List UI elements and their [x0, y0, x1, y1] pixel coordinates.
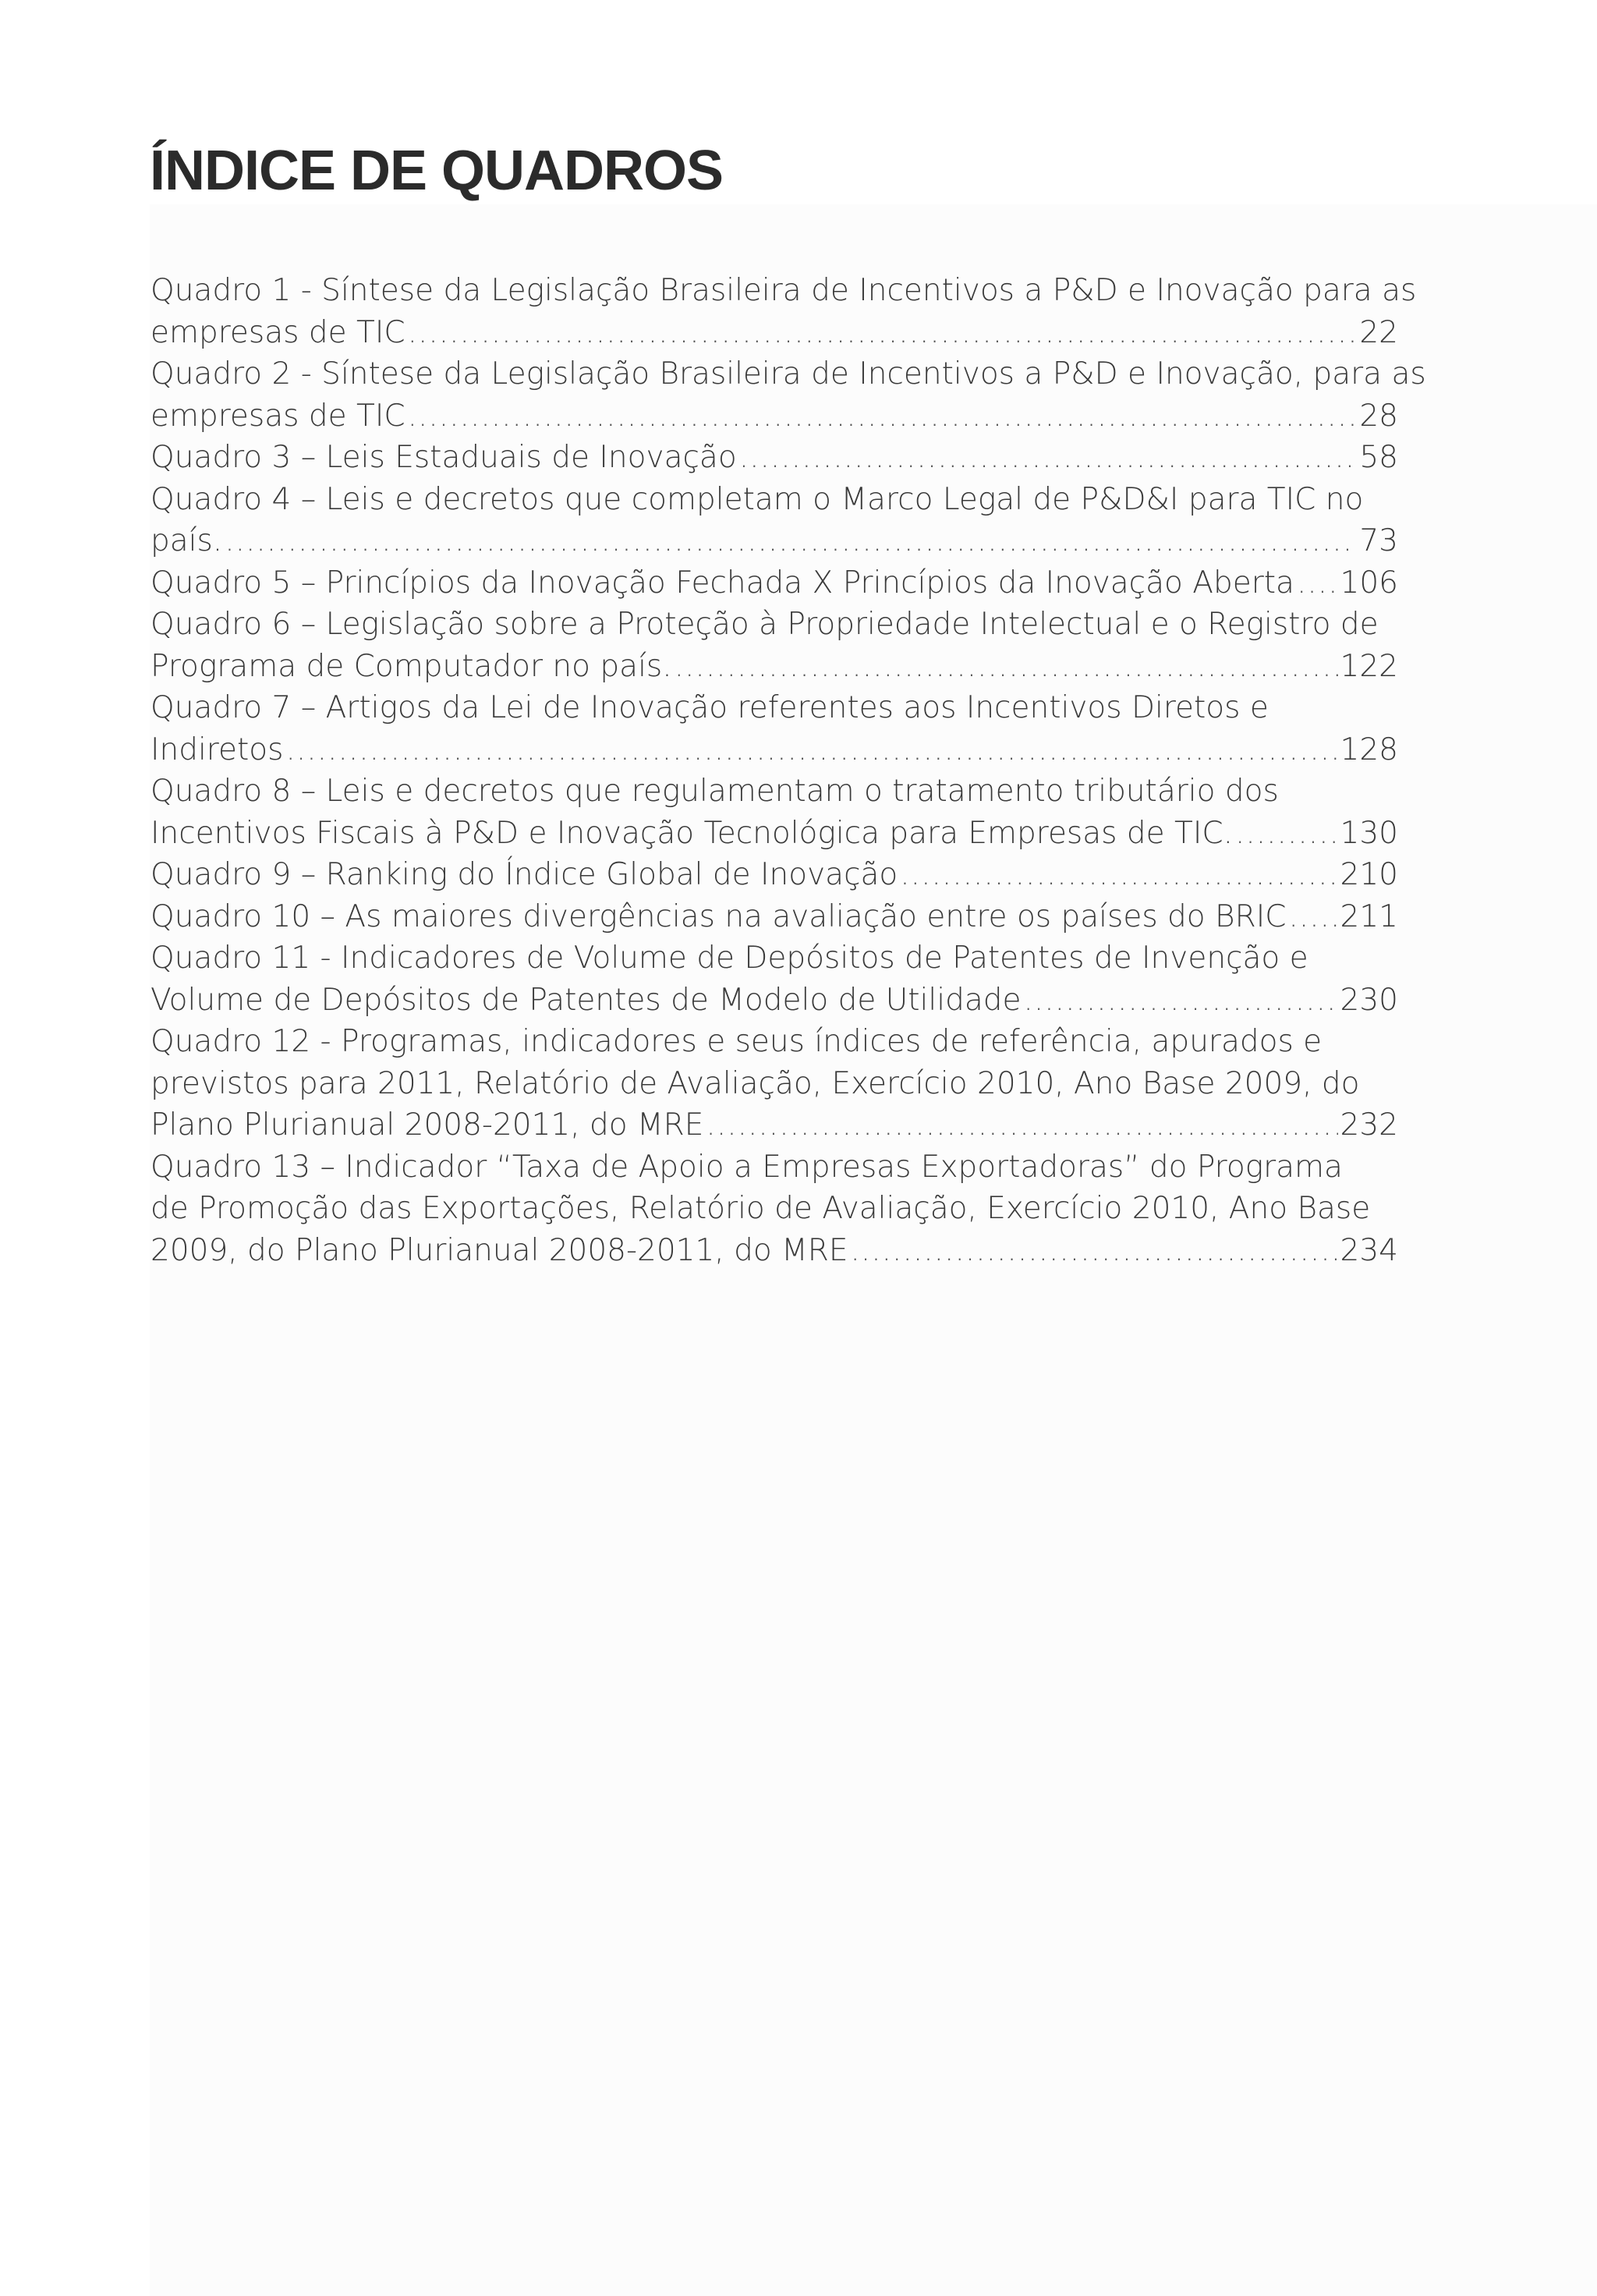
toc-entry-line — [150, 854, 1398, 896]
toc-page-number: 230 — [1340, 982, 1398, 1018]
toc-entry[interactable] — [150, 687, 1398, 771]
toc-entry-line — [150, 437, 1398, 479]
toc-entry[interactable] — [150, 1146, 1398, 1272]
toc-entry[interactable] — [150, 437, 1398, 479]
toc-page-number: 128 — [1340, 732, 1398, 767]
toc-entry[interactable] — [150, 604, 1398, 687]
toc-entry[interactable] — [150, 937, 1398, 1021]
toc-entry-text: Quadro 13 – Indicador “Taxa de Apoio a Empresas Exportadoras” do Programa — [150, 1149, 1343, 1185]
dot-leader — [408, 395, 1358, 438]
toc-entry[interactable] — [150, 771, 1398, 854]
toc-entry-line — [150, 771, 1398, 813]
dot-leader — [225, 520, 1357, 562]
toc-entry-text: Quadro 8 – Leis e decretos que regulamentam o tratamento tributário dos — [150, 774, 1279, 809]
toc-entry-text: Indiretos — [150, 732, 284, 767]
toc-entry-line — [150, 395, 1398, 438]
toc-entry[interactable] — [150, 270, 1417, 353]
toc-entry-line — [150, 1063, 1398, 1105]
dot-leader — [1288, 896, 1337, 938]
toc-page-number: 130 — [1340, 815, 1398, 851]
toc-entry[interactable] — [150, 854, 1398, 896]
dot-leader — [850, 1230, 1337, 1272]
toc-entry-text: país. — [150, 523, 223, 558]
toc-entry-text: de Promoção das Exportações, Relatório de Avaliação, Exercício 2010, Ano Base — [150, 1191, 1371, 1226]
dot-leader — [675, 646, 1338, 688]
toc-entry-text: Quadro 11 - Indicadores de Volume de Depósitos de Patentes de Invenção e — [150, 941, 1308, 976]
toc-page-number: 122 — [1340, 648, 1398, 684]
dot-leader — [285, 729, 1337, 771]
toc-entry-line — [150, 1188, 1398, 1230]
toc-entry[interactable] — [150, 562, 1398, 604]
toc-entry-line — [150, 1146, 1398, 1189]
toc-entry-text: Quadro 10 – As maiores divergências na avaliação entre os países do BRIC — [150, 898, 1287, 934]
toc-entry-line — [150, 729, 1398, 771]
toc-page-number: 210 — [1340, 857, 1398, 892]
toc-entry-line — [150, 1104, 1398, 1146]
toc-entry-text: Quadro 1 - Síntese da Legislação Brasileira de Incentivos a P&D e Inovação para as — [150, 273, 1417, 308]
page-title: ÍNDICE DE QUADROS — [150, 140, 724, 202]
toc-entry-text: Quadro 7 – Artigos da Lei de Inovação referentes aos Incentivos Diretos e — [150, 690, 1269, 725]
dot-leader — [1023, 980, 1337, 1022]
toc-entry-line — [150, 813, 1398, 855]
dot-leader — [739, 437, 1358, 479]
toc-entry-line — [150, 479, 1398, 521]
toc-entry-text: empresas de TIC — [150, 398, 405, 434]
toc-entry-line — [150, 646, 1398, 688]
toc-entry[interactable] — [150, 896, 1398, 938]
toc-entry-line — [150, 520, 1398, 562]
toc-entry[interactable] — [150, 353, 1426, 437]
toc-entry-line — [150, 312, 1398, 354]
dot-leader — [1297, 562, 1338, 604]
toc-entry-text: Volume de Depósitos de Patentes de Modelo de Utilidade — [150, 982, 1022, 1018]
toc-entry-line — [150, 687, 1398, 729]
table-of-figures-list — [150, 270, 1426, 1271]
toc-entry-line — [150, 896, 1398, 938]
toc-page-number: 73 — [1359, 523, 1398, 558]
toc-page-number: 106 — [1340, 565, 1398, 601]
toc-entry-line — [150, 1230, 1398, 1272]
toc-entry-text: 2009, do Plano Plurianual 2008-2011, do MRE — [150, 1232, 848, 1268]
dot-leader — [706, 1104, 1337, 1146]
toc-page-number: 28 — [1359, 398, 1398, 434]
toc-entry-text: Programa de Computador no país. — [150, 648, 672, 684]
toc-page-number: 211 — [1340, 898, 1398, 934]
toc-entry[interactable] — [150, 1021, 1398, 1146]
toc-entry-line — [150, 980, 1398, 1022]
toc-entry-line — [150, 353, 1426, 395]
toc-entry-text: previstos para 2011, Relatório de Avaliação, Exercício 2010, Ano Base 2009, do — [150, 1065, 1360, 1101]
dot-leader — [408, 312, 1358, 354]
toc-page-number: 22 — [1359, 314, 1398, 350]
toc-entry[interactable] — [150, 479, 1398, 562]
toc-page-number: 234 — [1340, 1232, 1398, 1268]
dot-leader — [900, 854, 1337, 896]
toc-page-number: 232 — [1340, 1107, 1398, 1143]
toc-entry-text: empresas de TIC — [150, 314, 405, 350]
toc-entry-text: Quadro 12 - Programas, indicadores e seus índices de referência, apurados e — [150, 1024, 1323, 1059]
toc-entry-text: Quadro 3 – Leis Estaduais de Inovação — [150, 440, 737, 475]
toc-entry-line — [150, 604, 1398, 646]
toc-entry-text: Incentivos Fiscais à P&D e Inovação Tecnológica para Empresas de TIC. — [150, 815, 1233, 851]
toc-page-number: 58 — [1359, 440, 1398, 475]
toc-entry-line — [150, 1021, 1398, 1063]
dot-leader — [1235, 813, 1338, 855]
toc-entry-text: Quadro 9 – Ranking do Índice Global de Inovação — [150, 857, 898, 892]
toc-entry-text: Quadro 5 – Princípios da Inovação Fechada X Princípios da Inovação Aberta — [150, 565, 1294, 601]
toc-entry-text: Quadro 2 - Síntese da Legislação Brasileira de Incentivos a P&D e Inovação, para as — [150, 356, 1426, 392]
toc-entry-text: Quadro 4 – Leis e decretos que completam o Marco Legal de P&D&I para TIC no — [150, 481, 1364, 517]
toc-entry-text: Quadro 6 – Legislação sobre a Proteção à Propriedade Intelectual e o Registro de — [150, 607, 1379, 642]
toc-entry-line — [150, 562, 1398, 604]
toc-entry-line — [150, 270, 1417, 312]
toc-entry-text: Plano Plurianual 2008-2011, do MRE — [150, 1107, 704, 1143]
toc-entry-line — [150, 937, 1398, 980]
